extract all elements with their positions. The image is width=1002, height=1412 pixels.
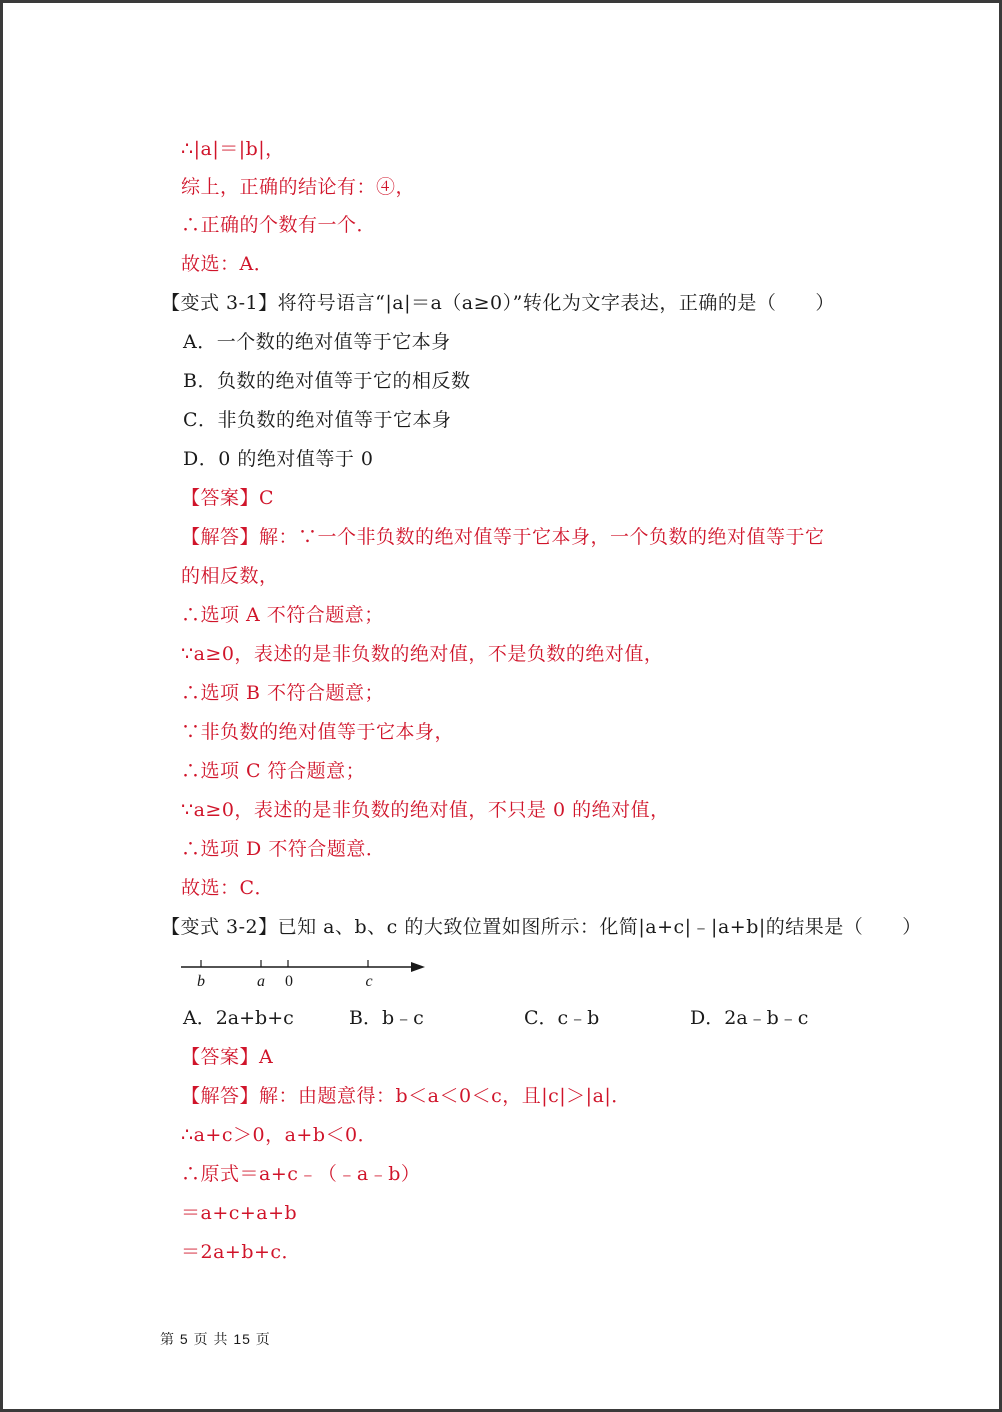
solution-line: 【解答】解：∵一个非负数的绝对值等于它本身，一个负数的绝对值等于它	[181, 526, 825, 548]
number-line-figure	[3, 3, 1002, 1003]
option-b: B．负数的绝对值等于它的相反数	[183, 370, 471, 392]
solution-line: ∴正确的个数有一个．	[181, 214, 377, 236]
solution-line: ∴|a|＝|b|，	[181, 138, 285, 160]
solution-line: ∴原式＝a+c﹣（﹣a﹣b）	[181, 1163, 421, 1185]
answer-line: 【答案】A	[181, 1046, 274, 1068]
solution-line: ∴选项 C 符合题意；	[181, 760, 366, 782]
options-row	[183, 1005, 823, 1033]
label-zero: 0	[285, 973, 293, 990]
option-c: C．非负数的绝对值等于它本身	[183, 409, 452, 431]
option-d: D．0 的绝对值等于 0	[183, 448, 374, 470]
label-c: c	[365, 973, 373, 990]
label-b: b	[197, 973, 205, 990]
solution-line: ∴选项 A 不符合题意；	[181, 604, 384, 626]
solution-line: ∴选项 D 不符合题意．	[181, 838, 386, 860]
question-3-1-stem: 【变式 3-1】将符号语言“|a|＝a（a≥0）”转化为文字表达，正确的是（ ）	[161, 292, 835, 314]
solution-line: 故选：A．	[181, 253, 274, 275]
option-c: C．c﹣b	[524, 1007, 600, 1029]
solution-line: ∵非负数的绝对值等于它本身，	[181, 721, 455, 743]
solution-line: 的相反数，	[181, 565, 279, 587]
option-d: D．2a﹣b﹣c	[690, 1007, 809, 1029]
solution-line: ∵a≥0，表述的是非负数的绝对值，不是负数的绝对值，	[181, 643, 664, 665]
solution-line: ∵a≥0，表述的是非负数的绝对值，不只是 0 的绝对值，	[181, 799, 670, 821]
question-3-2-stem: 【变式 3-2】已知 a、b、c 的大致位置如图所示：化简|a+c|﹣|a+b|的结果是（ ）	[161, 916, 922, 938]
solution-line: 【解答】解：由题意得：b＜a＜0＜c，且|c|＞|a|．	[181, 1085, 631, 1107]
number-line-arrow-icon	[411, 962, 425, 972]
option-b: B．b﹣c	[349, 1007, 424, 1029]
answer-line: 【答案】C	[181, 487, 275, 509]
option-a: A．一个数的绝对值等于它本身	[183, 331, 451, 353]
label-a: a	[257, 973, 265, 990]
solution-line: ∴a+c＞0，a+b＜0．	[181, 1124, 378, 1146]
solution-line: 故选：C．	[181, 877, 275, 899]
solution-line: ∴选项 B 不符合题意；	[181, 682, 385, 704]
solution-line: 综上，正确的结论有：④，	[181, 176, 416, 198]
option-a: A．2a+b+c	[183, 1007, 294, 1029]
solution-line: ＝2a+b+c．	[181, 1241, 302, 1263]
solution-line: ＝a+c+a+b	[181, 1202, 298, 1224]
page-footer: 第 5 页 共 15 页	[160, 1331, 271, 1347]
